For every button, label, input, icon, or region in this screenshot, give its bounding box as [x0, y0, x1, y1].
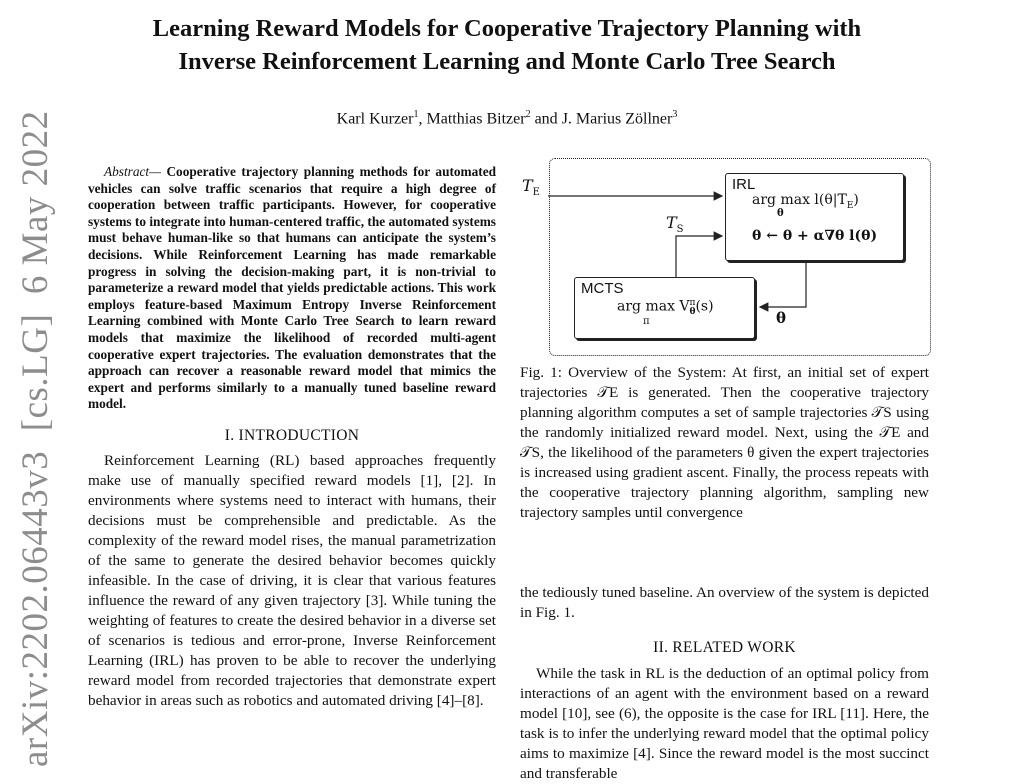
author-sep-2: and — [530, 110, 562, 128]
author-sep-1: , — [418, 110, 427, 128]
author-1-affil: 1 — [413, 109, 419, 120]
author-1: Karl Kurzer — [336, 110, 414, 128]
irl-label: IRL — [732, 176, 756, 193]
mcts-box — [574, 277, 755, 339]
mcts-objective-under: π — [643, 316, 650, 327]
theta-label: θ — [776, 309, 787, 327]
irl-objective-under: θ — [777, 208, 784, 219]
abstract: Abstract— Cooperative trajectory planning methods for automated vehicles can solve traffic scenarios that require a high degree of cooperation between traffic participants. However, for cooperative systems to integrate into human-centered traffic, the automated systems must behave human-like so that humans can anticipate the system’s decisions. While Reinforcement Learning has made remarkable progress in solving the decision-making part, it is non-trivial to parameterize a reward model that yields predictable actions. This work employs feature-based Maximum Entropy Inverse Reinforcement Learning combined with Monte Carlo Tree Search to learn reward models that maximize the likelihood of recorded multi-agent cooperative expert trajectories. The evaluation demonstrates that the approach can recover a reasonable reward model that mimics the expert and performs similarly to a manually tuned baseline reward model. — [88, 164, 496, 412]
expert-trajectories-label: $T_E$ — [522, 176, 540, 199]
sample-trajectories-label: $T_S$ — [666, 213, 684, 236]
arxiv-date: 6 May 2022 — [15, 110, 56, 295]
irl-box — [725, 173, 904, 261]
title-line-1: Learning Reward Models for Cooperative Trajectory Planning with — [152, 15, 862, 42]
author-3-affil: 3 — [672, 109, 678, 120]
title-line-2: Inverse Reinforcement Learning and Monte Carlo Tree Search — [178, 48, 836, 75]
section-heading-related-work: II. RELATED WORK — [653, 639, 796, 656]
abstract-text: Cooperative trajectory planning methods for automated vehicles can solve traffic scenarios that require a high degree of cooperation between traffic participants. However, for cooperative systems to integrate into human-centered traffic, the automated systems must behave human-like so that humans can anticipate the system’s decisions. While Reinforcement Learning has made remarkable progress in solving the decision-making part, it is non-trivial to parameterize a reward model that yields predictable actions. This work employs feature-based Maximum Entropy Inverse Reinforcement Learning combined with Monte Carlo Tree Search to learn reward models that maximize the likelihood of recorded multi-agent cooperative expert trajectories. The evaluation demonstrates that the approach can recover a reasonable reward model that mimics the expert and performs similarly to a manually tuned baseline reward model. — [88, 164, 496, 412]
figure-caption-block — [520, 363, 929, 523]
mcts-objective: arg $\max V^\pi_\theta(s)$ — [617, 298, 714, 318]
figure-caption: Fig. 1: Overview of the System: At first, an initial set of expert trajectories 𝒯E is generated. Then the cooperative trajectory planning algorithm computes a set of sample trajectories 𝒯S using the randomly initialized reward model. Next, using the 𝒯E and 𝒯S, the likelihood of the parameters θ given the expert trajectories is increased using gradient ascent. Finally, the process repeats with the cooperative trajectory planning algorithm, sampling new trajectory samples until convergence — [520, 364, 929, 521]
continuation-paragraph: the tediously tuned baseline. An overview of the system is depicted in Fig. 1. — [520, 584, 929, 621]
irl-objective: arg $\max l(\theta|T_E)$ — [752, 192, 859, 211]
section-heading-introduction: I. INTRODUCTION — [224, 426, 360, 444]
abstract-label: Abstract — [104, 164, 150, 179]
author-2: Matthias Bitzer — [426, 110, 526, 128]
arxiv-category: [cs.LG] — [15, 313, 56, 432]
related-work-paragraph: While the task in RL is the deduction of an optimal policy from interactions of an agent with the environment based on a reward model [10], see (6), the opposite is the case for IRL [11]. Here, the task is to infer the underlying reward model that the optimal policy aims to maximize [4]. Since the reward model is the most succinct and transferable — [520, 665, 929, 782]
irl-update-rule: θ ← θ + α∇θ l(θ) — [752, 228, 878, 244]
arxiv-id: arXiv:2202.06443v3 — [15, 450, 56, 767]
right-column-text — [520, 583, 929, 784]
author-2-affil: 2 — [525, 109, 531, 120]
introduction-paragraph: Reinforcement Learning (RL) based approaches frequently make use of manually specified reward models [1], [2]. In environments where systems need to interact with humans, their decisions must be comprehensible and predictable. As the complexity of the reward model rises, the manual parametrization of the same to generate the desired behavior becomes quickly infeasible. In the case of driving, it is clear that various features influence the reward of any given trajectory [3]. While tuning the weighting of features to create the desired behavior in a diverse set of scenarios is tedious and error-prone, Inverse Reinforcement Learning (IRL) has proven to be able to recover the underlying reward model from recorded trajectories that demonstrate expert behavior in areas such as robotics and automated driving [4]–[8]. — [88, 451, 496, 709]
theta-arrow — [760, 262, 806, 307]
samples-arrow — [676, 236, 722, 277]
author-3: J. Marius Zöllner — [561, 110, 673, 128]
mcts-label: MCTS — [581, 280, 624, 297]
